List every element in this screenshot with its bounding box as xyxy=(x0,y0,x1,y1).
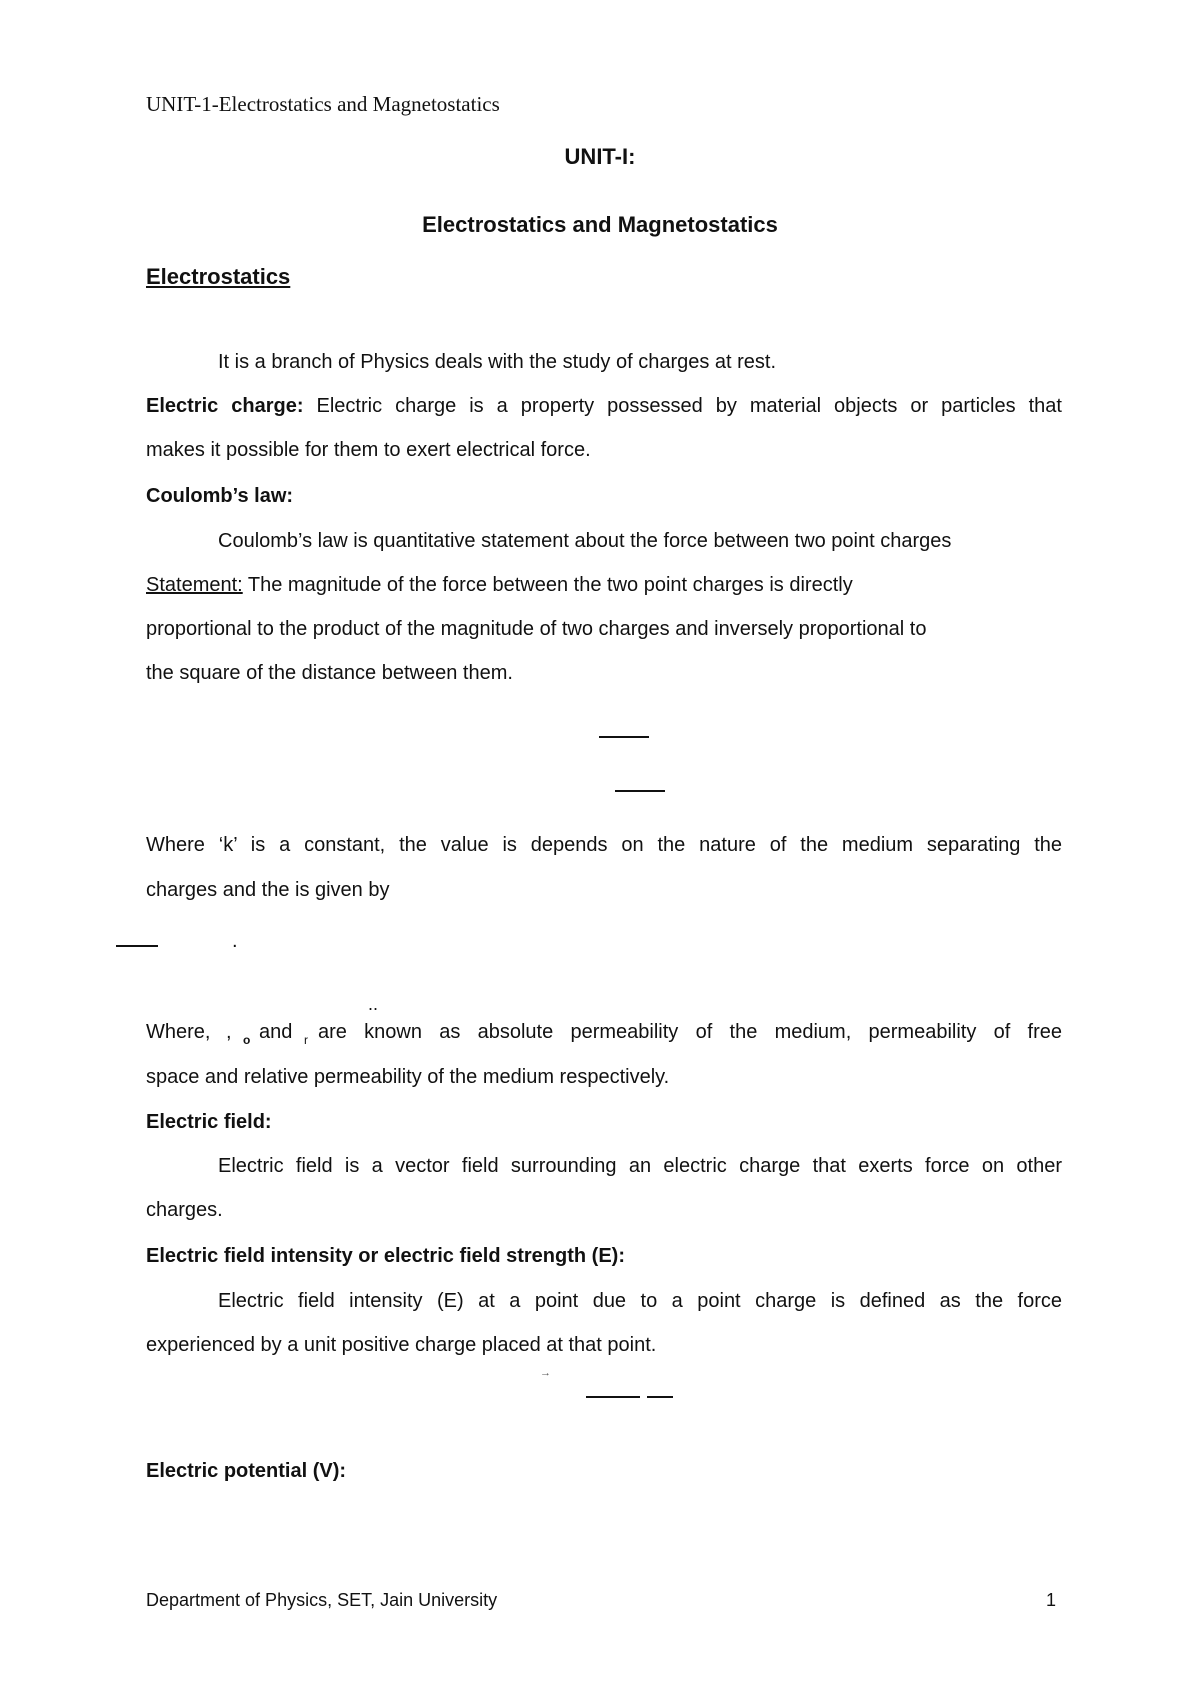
constant-line2: charges and the is given by xyxy=(146,879,390,901)
footer-department: Department of Physics, SET, Jain University xyxy=(146,1590,498,1610)
electric-charge-line1 xyxy=(146,395,1062,418)
electrostatics-definition: It is a branch of Physics deals with the study of charges at rest. xyxy=(218,351,777,373)
electric-field-line2: charges. xyxy=(146,1199,223,1221)
running-header: UNIT-1-Electrostatics and Magnetostatics xyxy=(146,92,500,116)
where-suffix: are known as absolute permeability of the medium, permeability of free xyxy=(318,1021,1062,1043)
field-intensity-line1: Electric field intensity (E) at a point due to a point charge is defined as the force xyxy=(218,1290,1062,1312)
electric-charge-term: Electric charge: xyxy=(146,395,304,417)
electric-field-heading: Electric field: xyxy=(146,1111,272,1133)
constant-line1: Where ‘k’ is a constant, the value is depends on the nature of the medium separating the xyxy=(146,834,1062,856)
where-comma: , xyxy=(226,1021,232,1043)
statement-label: Statement: xyxy=(146,574,243,596)
section-heading-electrostatics: Electrostatics xyxy=(146,264,291,289)
where-line2: space and relative permeability of the medium respectively. xyxy=(146,1066,670,1088)
subscript-o: o xyxy=(243,1033,251,1047)
statement-line3: the square of the distance between them. xyxy=(146,662,513,684)
fraction-bar xyxy=(586,1396,640,1398)
subscript-r: r xyxy=(304,1033,308,1047)
coulombs-law-heading: Coulomb’s law: xyxy=(146,485,294,507)
where-and: and xyxy=(259,1021,293,1043)
fraction-bar xyxy=(615,790,665,792)
field-intensity-line2: experienced by a unit positive charge placed at that point. xyxy=(146,1334,657,1356)
subject-title: Electrostatics and Magnetostatics xyxy=(422,212,778,237)
statement-line1 xyxy=(146,574,853,597)
unit-title: UNIT-I: xyxy=(564,144,636,169)
formula-dot: . xyxy=(232,930,238,952)
statement-text: The magnitude of the force between the two point charges is directly xyxy=(242,574,853,596)
statement-line2: proportional to the product of the magnitude of two charges and inversely proportional to xyxy=(146,618,927,640)
fraction-bar xyxy=(116,945,158,947)
page-number: 1 xyxy=(1046,1590,1057,1610)
vector-arrow-icon: → xyxy=(540,1367,551,1379)
fraction-bar xyxy=(599,736,649,738)
fraction-bar xyxy=(647,1396,673,1398)
coulombs-law-intro: Coulomb’s law is quantitative statement about the force between two point charges xyxy=(218,530,952,552)
where-prefix: Where, xyxy=(146,1021,211,1043)
electric-potential-heading: Electric potential (V): xyxy=(146,1460,347,1482)
electric-charge-line2: makes it possible for them to exert electrical force. xyxy=(146,439,591,461)
electric-field-line1: Electric field is a vector field surrounding an electric charge that exerts force on other xyxy=(218,1155,1062,1177)
electric-charge-text: Electric charge is a property possessed by material objects or particles that xyxy=(303,395,1062,417)
field-intensity-heading: Electric field intensity or electric field strength (E): xyxy=(146,1245,625,1267)
formula-dots: .. xyxy=(368,994,379,1014)
